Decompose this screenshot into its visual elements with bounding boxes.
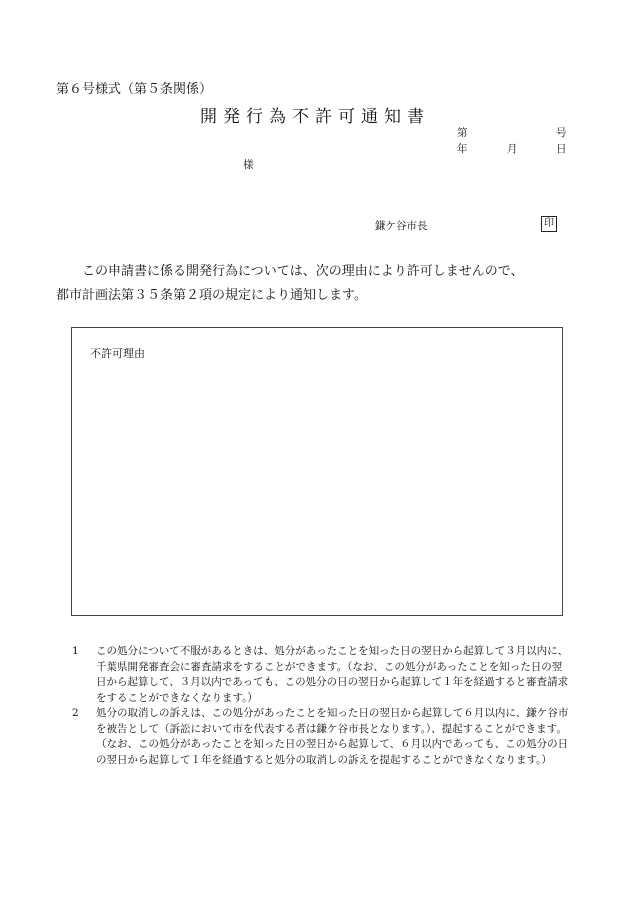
note-item bbox=[72, 706, 572, 768]
note-text: 処分の取消しの訴えは、この処分があったことを知った日の翌日から起算して６月以内に、鎌ケ谷市を被告として（訴訟において市を代表する者は鎌ケ谷市長となります。）、提起することができます。（なお、この処分があったことを知った日の翌日から起算して、６月以内であっても、この処分の日の翌日から起算して１年を経過すると処分の取消しの訴えを提起することができなくなります。） bbox=[96, 707, 569, 766]
sender-name: 鎌ケ谷市長 bbox=[375, 220, 428, 232]
number-suffix: 号 bbox=[556, 127, 567, 139]
number-prefix: 第 bbox=[457, 127, 468, 139]
body-text bbox=[56, 260, 576, 308]
notes bbox=[72, 644, 572, 768]
addressee-honorific: 様 bbox=[243, 159, 254, 171]
document-title: 開発行為不許可通知書 bbox=[200, 107, 430, 127]
body-line-2: 都市計画法第３５条第２項の規定により通知します。 bbox=[56, 288, 367, 303]
seal-mark: 印 bbox=[541, 216, 557, 232]
reason-label: 不許可理由 bbox=[90, 347, 145, 360]
note-number: 1 bbox=[72, 645, 79, 657]
day-label: 日 bbox=[556, 143, 567, 155]
note-number: 2 bbox=[72, 707, 79, 719]
body-line-1: この申請書に係る開発行為については、次の理由により許可しませんので、 bbox=[82, 264, 524, 279]
form-number: 第６号様式（第５条関係） bbox=[56, 82, 213, 97]
month-label: 月 bbox=[507, 143, 518, 155]
note-item bbox=[72, 644, 572, 706]
year-label: 年 bbox=[457, 143, 468, 155]
note-text: この処分について不服があるときは、処分があったことを知った日の翌日から起算して３月以内に、千葉県開発審査会に審査請求をすることができます。（なお、この処分があったことを知った日の翌日から起算して、３月以内であっても、この処分の日の翌日から起算して１年を経過すると審査請求をすることができなくなります。） bbox=[96, 645, 569, 704]
reason-box bbox=[71, 327, 563, 616]
